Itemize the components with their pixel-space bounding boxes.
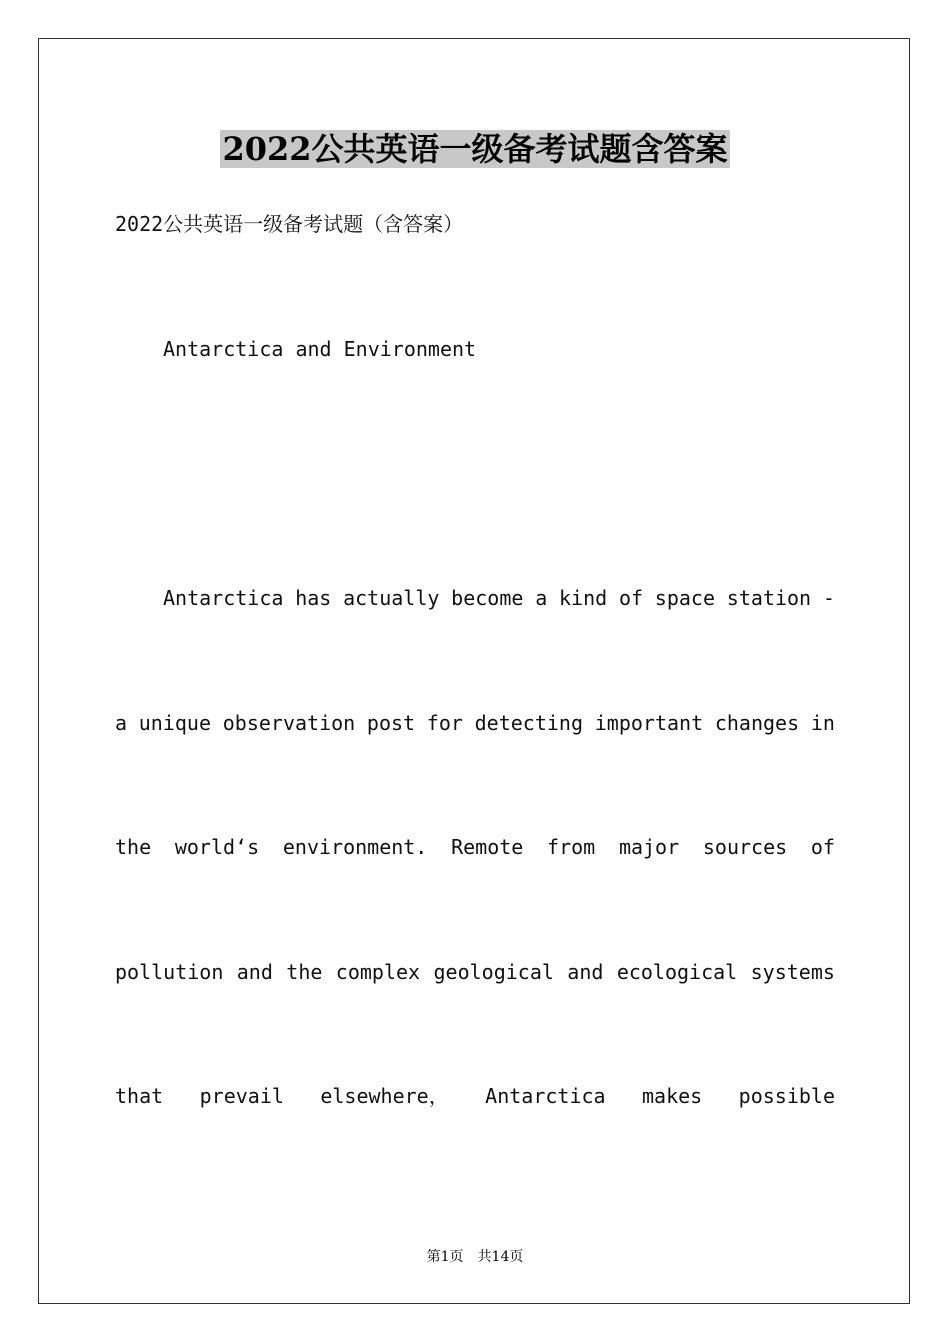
word: systems — [750, 960, 835, 984]
word: for — [426, 711, 463, 735]
paragraph-line — [115, 1082, 835, 1110]
word: important — [594, 711, 704, 735]
word: changes — [714, 711, 800, 735]
word: observation — [222, 711, 356, 735]
word: sources — [702, 835, 788, 859]
word: space — [654, 586, 716, 610]
word: prevail — [199, 1084, 284, 1108]
paragraph-line — [115, 584, 835, 612]
page-footer — [0, 1246, 950, 1266]
word: a — [115, 711, 128, 735]
word: station — [726, 586, 812, 610]
document-title-text: 2022公共英语一级备考试题含答案 — [222, 130, 728, 168]
paragraph-line — [115, 958, 835, 986]
paragraph-line — [115, 833, 835, 861]
word: actually — [343, 586, 440, 610]
word: and — [236, 960, 273, 984]
word: pollution — [115, 960, 224, 984]
word: Antarctica — [163, 586, 284, 610]
word: of — [618, 586, 644, 610]
word: and — [567, 960, 604, 984]
word: makes — [642, 1084, 703, 1108]
word: kind — [559, 586, 608, 610]
word: has — [295, 586, 332, 610]
word: Antarctica — [485, 1084, 606, 1108]
word: environment. — [282, 835, 428, 859]
word: geological — [433, 960, 554, 984]
word: that — [115, 1084, 164, 1108]
word: major — [618, 835, 680, 859]
word: ecological — [616, 960, 738, 984]
word: of — [810, 835, 835, 859]
word: become — [451, 586, 524, 610]
paragraph-line — [115, 709, 835, 737]
word: unique — [138, 711, 212, 735]
word: the — [115, 835, 152, 859]
document-title — [0, 124, 950, 174]
word: complex — [335, 960, 421, 984]
word: world‘s — [174, 835, 260, 859]
page-total: 共14页 — [477, 1249, 524, 1265]
word: detecting — [474, 711, 584, 735]
word: in — [810, 711, 835, 735]
word: possible — [738, 1084, 835, 1108]
word: a — [535, 586, 548, 610]
word: - — [822, 586, 835, 610]
word: the — [286, 960, 323, 984]
section-heading: Antarctica and Environment — [163, 337, 477, 361]
word: post — [366, 711, 416, 735]
document-subtitle: 2022公共英语一级备考试题（含答案） — [115, 212, 464, 236]
word: elsewhere， — [320, 1084, 449, 1108]
word: from — [547, 835, 596, 859]
word: Remote — [451, 835, 524, 859]
page-number: 第1页 — [426, 1249, 464, 1265]
